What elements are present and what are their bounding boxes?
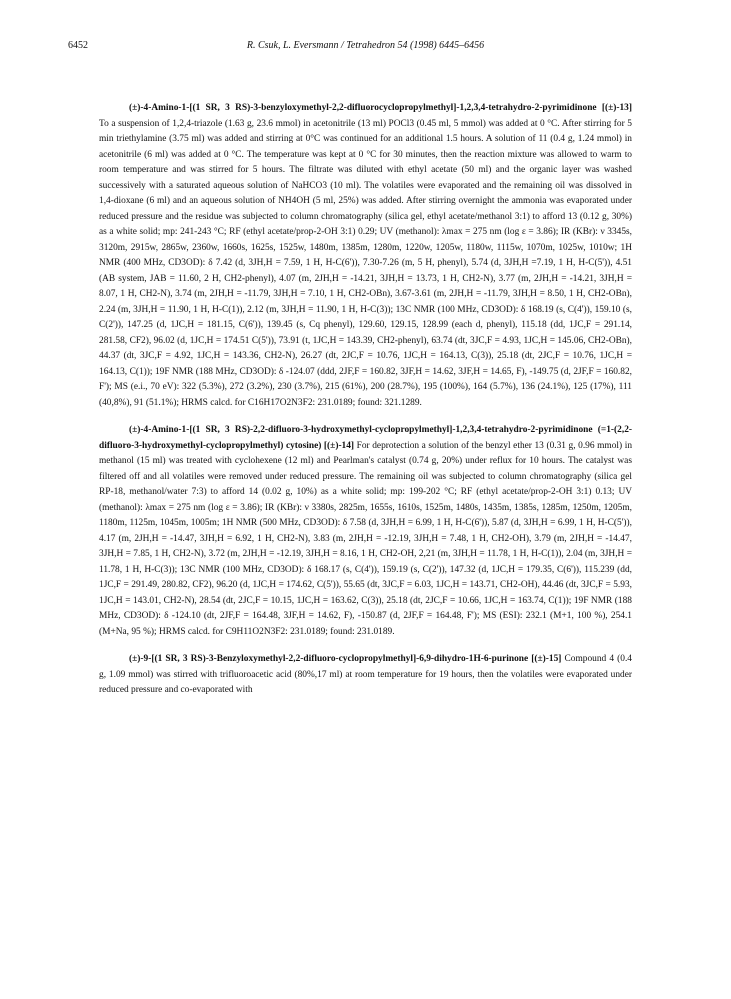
procedure-text: Compound 4 (0.4 g, 1.09 mmol) was stirred with trifluoroacetic acid (80%,17 ml) at room temperature for 19 hours, then the volatiles were evaporated under reduced pressure and co-evaporated with <box>99 654 632 695</box>
experimental-entry-13 <box>99 101 632 411</box>
article-body <box>99 101 632 699</box>
compound-title: (±)-9-[(1 SR, 3 RS)-3-Benzyloxymethyl-2,2-difluoro-cyclopropylmethyl]-6,9-dihydro-1H-6-purinone [(±)-15] <box>129 654 562 664</box>
experimental-entry-14 <box>99 423 632 640</box>
procedure-text: For deprotection a solution of the benzyl ether 13 (0.31 g, 0.96 mmol) in methanol (15 ml) was treated with cyclohexene (12 ml) and Pearlman's catalyst (0.74 g, 20%) under reflux for 10 hours. The catalyst was filtered off and all volatiles were removed under reduced pressure. The remaining oil was subjected to column chromatography (silica gel RP-18, methanol/water 7:3) to afford 14 (0.02 g, 10%) as a white solid; mp: 199-202 °C; RF (ethyl acetate/prop-2-OH 3:1) 0.13; UV (methanol): λmax = 275 nm (log ε = 3.86); IR (KBr): ν 3380s, 2825m, 1655s, 1610s, 1525m, 1480s, 1435m, 1385s, 1285m, 1250m, 1205m, 1180m, 1125m, 1045m, 1005m; 1H NMR (500 MHz, CD3OD): δ 7.58 (d, 3JH,H = 6.99, 1 H, H-C(6')), 5.87 (d, 3JH,H = 6.99, 1 H, H-C(5')), 4.17 (m, 2JH,H = -14.47, 3JH,H = 6.92, 1 H, CH2-N), 3.83 (m, 2JH,H = -12.19, 3JH,H = 7.48, 1 H, CH2-OH), 3.79 (m, 2JH,H = -14.47, 3JH,H = 7.85, 1 H, CH2-N), 3.72 (m, 2JH,H = -12.19, 3JH,H = 8.16, 1 H, CH2-OH, 2,21 (m, 3JH,H = 11.78, 1 H, H-C(1)), 2.04 (m, 3JH,H = 11.78, 1 H, H-C(3)); 13C NMR (100 MHz, CD3OD): δ 168.17 (s, C(4')), 159.19 (s, C(2')), 147.32 (d, 1JC,H = 179.35, C(6')), 115.239 (dd, 1JC,F = 291.49, 280.82, CF2), 96.20 (d, 1JC,H = 174.62, C(5')), 55.65 (dt, 3JC,F = 6.03, 1JC,H = 143.71, CH2-OH), 44.46 (dt, 3JC,F = 5.93, 1JC,H = 143.01, CH2-N), 28.54 (dt, 2JC,F = 10.15, 1JC,H = 163.62, C(3)), 25.18 (dt, 2JC,F = 10.66, 1JC,H = 163.74, C(1)); 19F NMR (188 MHz, CD3OD): δ -124.10 (dt, 2JF,F = 164.48, 3JF,H = 14.62, F), -150.87 (d, 2JF,F = 164.48, F'); MS (ESI): 232.1 (M+1, 100 %), 254.1 (M+Na, 95 %); HRMS calcd. for C9H11O2N3F2: 231.0189; found: 231.0189. <box>99 440 633 637</box>
compound-title: (±)-4-Amino-1-[(1 SR, 3 RS)-3-benzyloxymethyl-2,2-difluorocyclopropylmethyl]-1,2,3,4-tetrahydro-2-pyrimidinone [(±)-13] <box>129 103 632 113</box>
procedure-text: To a suspension of 1,2,4-triazole (1.63 g, 23.6 mmol) in acetonitrile (13 ml) POCl3 (0.45 ml, 5 mmol) was added at 0 °C. After stirring for 5 min triethylamine (3.75 ml) was added and stirring at 0°C was continued for an additional 1.5 hours. A solution of 11 (0.4 g, 1.24 mmol) in acetonitrile (6 ml) was added at 0 °C. The temperature was kept at 0 °C for 30 minutes, then the reaction mixture was allowed to warm to room temperature and was stirred for 5 hours. The filtrate was diluted with ethyl acetate (50 ml) and the organic layer was washed successively with a saturated aqueous solution of NaHCO3 (10 ml). The volatiles were evaporated and the remaining oil was dissolved in 1,4-dioxane (6 ml) and an aqueous solution of NH4OH (5 ml, 25%) was added. After stirring overnight the ammonia was evaporated under reduced pressure and the residue was subjected to column chromatography (silica gel, ethyl acetate/methanol 3:1) to afford 13 (0.12 g, 30%) as a white solid; mp: 241-243 °C; RF (ethyl acetate/prop-2-OH 3:1) 0.29; UV (methanol): λmax = 275 nm (log ε = 3.86); IR (KBr): ν 3345s, 3120m, 2915w, 2865w, 2360w, 1660s, 1625s, 1525w, 1480m, 1385m, 1280m, 1220w, 1205w, 1180w, 1115w, 1070m, 1025w, 1010w; 1H NMR (400 MHz, CD3OD): δ 7.42 (d, 3JH,H = 7.59, 1 H, H-C(6')), 7.30-7.26 (m, 5 H, phenyl), 5.74 (d, 3JH,H =7.19, 1 H, H-C(5')), 4.51 (AB system, JAB = 11.60, 2 H, CH2-phenyl), 4.07 (m, 2JH,H = -14.21, 3JH,H = 13.73, 1 H, CH2-N), 3.77 (m, 2JH,H = -14.21, 3JH,H = 8.07, 1 H, CH2-N), 3.74 (m, 2JH,H = -11.79, 3JH,H = 7.10, 1 H, CH2-OBn), 3.67-3.61 (m, 2JH,H = -11.79, 3JH,H = 8.50, 1 H, CH2-OBn), 2.24 (m, 3JH,H = 11.90, 1 H, H-C(1)), 2.12 (m, 3JH,H = 11.90, 1 H, H-C(3)); 13C NMR (100 MHz, CD3OD): δ 168.19 (s, C(4')), 159.10 (s, C(2')), 147.25 (d, 1JC,H = 181.15, C(6')), 139.45 (s, Cq phenyl), 129.60, 129.15, 128.99 (each d, phenyl), 115.18 (dd, 1JC,F = 291.14, 281.58, CF2), 96.02 (d, 1JC,H = 174.51 C(5')), 73.91 (t, 1JC,H = 143.39, CH2-phenyl), 63.74 (dt, 3JC,F = 4.93, 1JC,H = 145.06, CH2-OBn), 44.37 (dt, 3JC,F = 4.92, 1JC,H = 143.36, CH2-N), 26.27 (dt, 2JC,F = 10.76, 1JC,H = 164.13, C(3)), 25.18 (dt, 2JC,F = 10.76, 1JC,H = 164.13, C(1)); 19F NMR (188 MHz, CD3OD): δ -124.07 (ddd, 2JF,F = 160.82, 3JF,H = 14.62, 3JF,H = 14.65, F), -149.75 (d, 2JF,F = 160.82, F'); MS (e.i., 70 eV): 322 (5.3%), 272 (3.2%), 230 (3.7%), 215 (61%), 200 (28.7%), 195 (100%), 164 (5.7%), 136 (24.1%), 125 (17%), 111 (40,8%), 91 (51.1%); HRMS calcd. for C16H17O2N3F2: 231.0189; found: 321.1289. <box>99 118 632 408</box>
compound-title: (±)-4-Amino-1-[(1 SR, 3 RS)-2,2-difluoro-3-hydroxymethyl-cyclopropylmethyl]-1,2,3,4-tetrahydro-2-pyrimidinone (=1-(2,2-difluoro-3-hydroxymethyl-cyclopropylmethyl) cytosine) [(±)-14] <box>99 425 632 451</box>
page-number: 6452 <box>68 40 88 51</box>
experimental-entry-15 <box>99 652 632 699</box>
running-head: R. Csuk, L. Eversmann / Tetrahedron 54 (1998) 6445–6456 <box>246 40 485 51</box>
